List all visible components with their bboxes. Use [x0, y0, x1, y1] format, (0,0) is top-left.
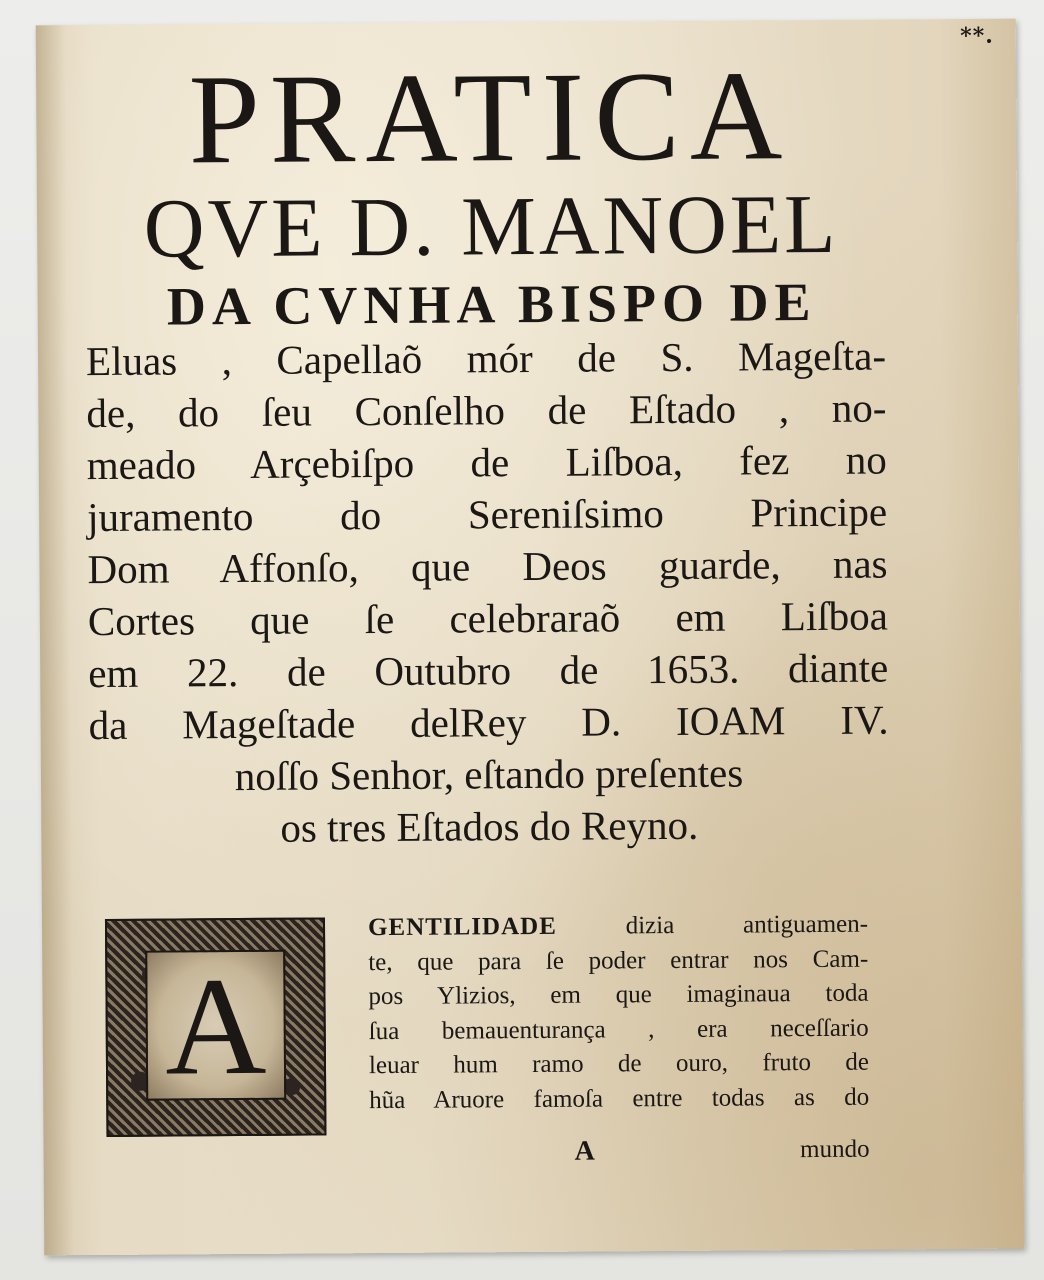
- heading-line: noſſo Senhor, eſtando preſentes: [234, 749, 744, 800]
- heading-line: Cortes que ſe celebraraõ em Liſboa: [87, 592, 889, 645]
- heading-line: os tres Eſtados do Reyno.: [280, 801, 699, 851]
- body-line: leuar hum ramo de ouro, fruto de: [368, 1048, 870, 1080]
- body-line: pos Ylizios, em que imaginaua toda: [368, 979, 869, 1011]
- title-line-2: QVE D. MANOEL: [143, 177, 839, 276]
- page-footer: [369, 1132, 869, 1175]
- body-text: [368, 908, 869, 1118]
- heading-line: em 22. de Outubro de 1653. diante: [88, 644, 889, 697]
- decorated-initial: [105, 917, 327, 1137]
- body-first-line-rest: dizia antiguamen-: [556, 910, 869, 940]
- body-line-first: [368, 908, 868, 946]
- heading-line: Dom Affonſo, que Deos guarde, nas: [87, 540, 888, 593]
- heading-line: de, do ſeu Conſelho de Eſtado , no-: [86, 384, 887, 437]
- body-line: te, que para ſe poder entrar nos Cam-: [368, 945, 869, 976]
- title-block: [90, 44, 892, 339]
- catchword: mundo: [800, 1135, 870, 1164]
- body-line: ſua bemauenturança , era neceſſario: [368, 1014, 869, 1045]
- initial-letter: A: [164, 948, 267, 1105]
- body-caps-word: GENTILIDADE: [367, 912, 557, 942]
- heading-line: Eluas , Capellaõ mór de S. Mageſta-: [85, 332, 887, 385]
- heading-line: da Mageſtade delRey D. IOAM IV.: [88, 696, 889, 749]
- title-line-1: PRATICA: [188, 44, 793, 191]
- corner-mark: **.: [960, 22, 994, 49]
- title-line-3: DA CVNHA BISPO DE: [166, 271, 817, 337]
- heading-line: juramento do Sereniſsimo Principe: [86, 488, 888, 541]
- heading-text: [86, 330, 890, 856]
- decorated-initial-panel: [145, 948, 286, 1105]
- document-page: [36, 19, 1025, 1256]
- signature-mark: A: [574, 1135, 595, 1167]
- heading-line: meado Arçebiſpo de Liſboa, fez no: [86, 436, 887, 489]
- body-line: hũa Aruore famoſa entre todas as do: [369, 1083, 870, 1114]
